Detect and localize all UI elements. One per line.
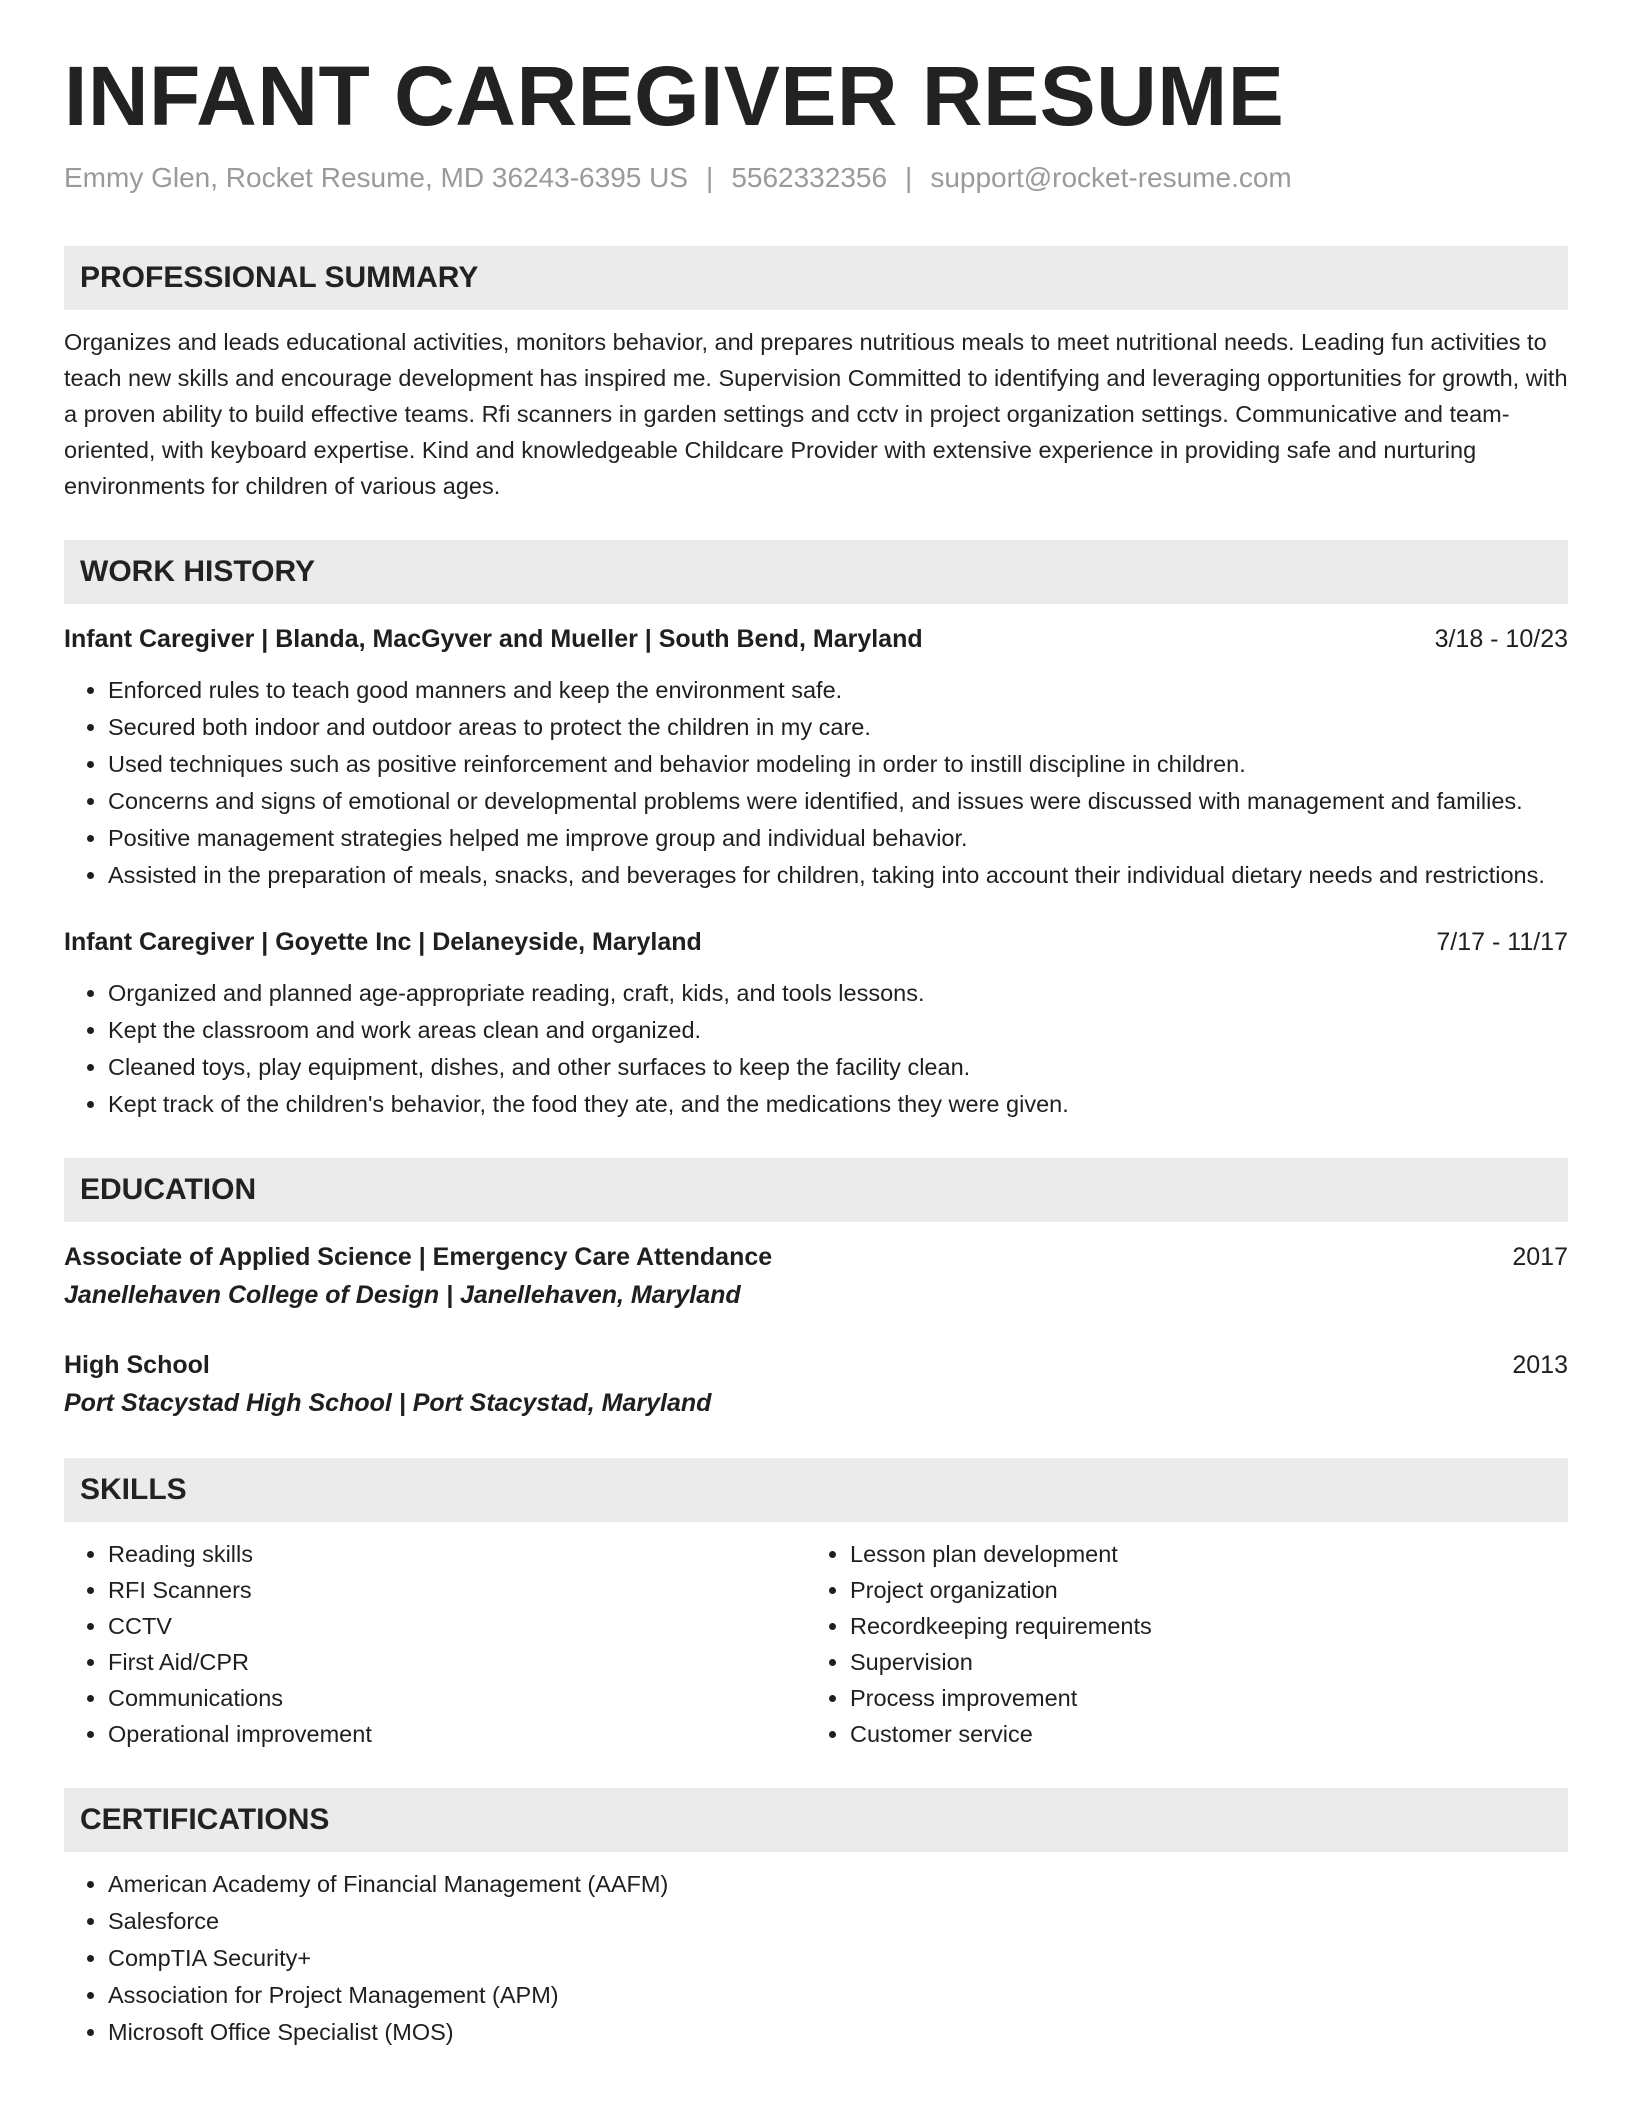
job-title: Infant Caregiver | Goyette Inc | Delaneyside, Maryland (64, 928, 702, 956)
skill-item: • Communications (108, 1680, 806, 1716)
job-bullet: • Organized and planned age-appropriate reading, craft, kids, and tools lessons. (108, 975, 1568, 1011)
section-heading-education: EDUCATION (64, 1158, 1568, 1222)
skill-item: • Operational improvement (108, 1716, 806, 1752)
section-heading-skills: SKILLS (64, 1458, 1568, 1522)
skill-item: • Lesson plan development (850, 1536, 1568, 1572)
section-heading-certifications: CERTIFICATIONS (64, 1788, 1568, 1852)
education-degree: Associate of Applied Science | Emergency Care Attendance (64, 1243, 773, 1271)
education-header (64, 1346, 1568, 1384)
job-title: Infant Caregiver | Blanda, MacGyver and Mueller | South Bend, Maryland (64, 625, 923, 653)
contact-address: Emmy Glen, Rocket Resume, MD 36243-6395 US (64, 162, 689, 193)
job-header (64, 620, 1568, 658)
skill-item: • Recordkeeping requirements (850, 1608, 1568, 1644)
job-header (64, 923, 1568, 961)
skills-column-right (806, 1536, 1568, 1752)
certification-item: • Association for Project Management (APM) (108, 1977, 1568, 2013)
job-entry (64, 620, 1568, 893)
certification-item: • American Academy of Financial Management (AAFM) (108, 1866, 1568, 1902)
education-entry (64, 1346, 1568, 1422)
contact-separator: | (706, 162, 714, 193)
education-degree: High School (64, 1351, 210, 1379)
job-bullets (64, 975, 1568, 1122)
contact-separator: | (905, 162, 913, 193)
job-bullet: • Positive management strategies helped me improve group and individual behavior. (108, 820, 1568, 856)
skill-item: • Customer service (850, 1716, 1568, 1752)
education-header (64, 1238, 1568, 1276)
education-school: Port Stacystad High School | Port Stacystad, Maryland (64, 1389, 712, 1417)
resume-content (64, 49, 1568, 2051)
job-bullet: • Enforced rules to teach good manners and keep the environment safe. (108, 672, 1568, 708)
skill-item: • First Aid/CPR (108, 1644, 806, 1680)
education-year: 2017 (1512, 1243, 1568, 1271)
job-bullet: • Assisted in the preparation of meals, snacks, and beverages for children, taking into account their individual dietary needs and restrictions. (108, 857, 1568, 893)
summary-text: Organizes and leads educational activities, monitors behavior, and prepares nutritious meals to meet nutritional needs. Leading fun activities to teach new skills and encourage development has inspired me. Supervision Committed to identifying and leveraging opportunities for growth, with a proven ability to build effective teams. Rfi scanners in garden settings and cctv in project organization settings. Communicative and team-oriented, with keyboard expertise. Kind and knowledgeable Childcare Provider with extensive experience in providing safe and nurturing environments for children of various ages. (64, 329, 1568, 499)
job-bullets (64, 672, 1568, 893)
contact-email: support@rocket-resume.com (930, 162, 1292, 193)
job-bullet: • Kept track of the children's behavior, the food they ate, and the medications they were given. (108, 1086, 1568, 1122)
skill-item: • Project organization (850, 1572, 1568, 1608)
certifications-list (64, 1866, 1568, 2050)
certification-item: • Salesforce (108, 1903, 1568, 1939)
resume-title: INFANT CAREGIVER RESUME (64, 49, 1285, 143)
education-year: 2013 (1512, 1351, 1568, 1379)
skill-item: • Process improvement (850, 1680, 1568, 1716)
section-heading-summary: PROFESSIONAL SUMMARY (64, 246, 1568, 310)
job-bullet: • Secured both indoor and outdoor areas to protect the children in my care. (108, 709, 1568, 745)
education-school: Janellehaven College of Design | Janellehaven, Maryland (64, 1281, 741, 1309)
job-bullet: • Used techniques such as positive reinforcement and behavior modeling in order to instill discipline in children. (108, 746, 1568, 782)
job-dates: 3/18 - 10/23 (1434, 625, 1568, 653)
education-entry (64, 1238, 1568, 1314)
contact-phone: 5562332356 (731, 162, 888, 193)
certification-item: • Microsoft Office Specialist (MOS) (108, 2014, 1568, 2050)
skills-list (64, 1536, 1568, 1752)
job-dates: 7/17 - 11/17 (1436, 928, 1568, 956)
job-bullet: • Concerns and signs of emotional or developmental problems were identified, and issues were discussed with management and families. (108, 783, 1568, 819)
skills-column-left (64, 1536, 806, 1752)
skill-item: • Reading skills (108, 1536, 806, 1572)
skill-item: • RFI Scanners (108, 1572, 806, 1608)
contact-line (64, 162, 1568, 194)
job-bullet: • Kept the classroom and work areas clean and organized. (108, 1012, 1568, 1048)
job-bullet: • Cleaned toys, play equipment, dishes, and other surfaces to keep the facility clean. (108, 1049, 1568, 1085)
certification-item: • CompTIA Security+ (108, 1940, 1568, 1976)
skill-item: • CCTV (108, 1608, 806, 1644)
skill-item: • Supervision (850, 1644, 1568, 1680)
job-entry (64, 923, 1568, 1122)
section-heading-work-history: WORK HISTORY (64, 540, 1568, 604)
